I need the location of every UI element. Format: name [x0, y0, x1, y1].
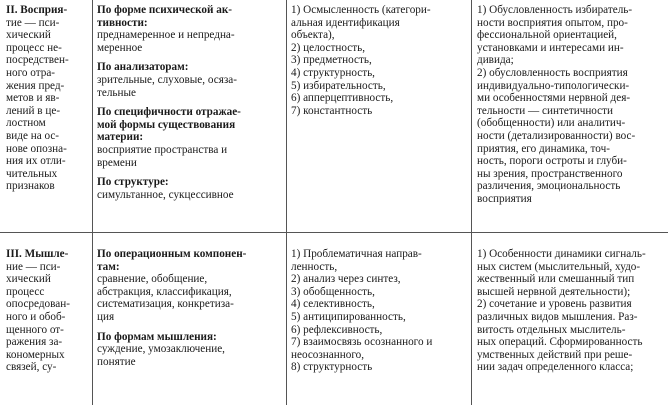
property-line: 5) антиципированность, [291, 310, 406, 323]
property-line: 3) предметность, [291, 54, 372, 67]
classification-heading: материи: [97, 131, 144, 144]
term-text-line: опосредован- [6, 298, 70, 311]
classification-heading: По форме психической ак- [97, 4, 233, 16]
classification-heading: По анализаторам: [97, 61, 189, 74]
property-line: 2) анализ через синтез, [291, 273, 401, 286]
classification-text: зрительные, слуховые, осяза- [97, 73, 237, 86]
feature-line: высшей нервной деятельности); [477, 285, 631, 298]
term-text-line: лостном [6, 117, 46, 130]
feature-line: ных систем (мыслительный, худо- [477, 260, 641, 273]
classification-section [97, 248, 282, 324]
term-text-line: виде на ос- [6, 129, 60, 142]
classification-heading: мой формы существования [97, 118, 236, 131]
term-text-line: связей, су- [6, 361, 57, 374]
row2-classification-cell [97, 248, 282, 375]
classification-text: симультанное, сукцессивное [97, 188, 234, 201]
feature-line: 2) обусловленность восприятия [477, 66, 628, 79]
row1-properties-cell [291, 4, 467, 117]
feature-line: ность, пороги остроты и глуби- [477, 155, 627, 168]
classification-heading: там: [97, 260, 120, 273]
feature-line: 2) сочетание и уровень развития [477, 298, 632, 311]
term-text-line: ние — пси- [6, 260, 61, 273]
term-text-line: жения пред- [6, 79, 65, 92]
feature-line: умственных действий при реше- [477, 348, 633, 361]
feature-line: фессиональной ориентацией, [477, 29, 617, 42]
classification-section [97, 61, 282, 99]
feature-line: индивидуально-типологически- [477, 79, 630, 92]
term-text-line: посредствен- [6, 54, 69, 67]
row1-classification-cell [97, 4, 282, 208]
property-line: неосознанного, [291, 348, 365, 361]
classification-text: систематизация, конкретиза- [97, 298, 234, 311]
term-text-line: чительных [6, 167, 58, 180]
classification-heading: тивности: [97, 16, 148, 29]
term-text-line: ного отра- [6, 66, 56, 79]
property-line: ленность, [291, 260, 338, 273]
term-text-line: кономерных [6, 348, 65, 361]
feature-line: восприятия [477, 192, 532, 205]
row1-term-cell [6, 4, 88, 193]
feature-line: дивида; [477, 54, 514, 67]
feature-line: приятия, его динамика, точ- [477, 142, 610, 155]
feature-line: жественный или смешанный тип [477, 273, 635, 286]
feature-line: установками и интересами ин- [477, 41, 624, 54]
feature-line: нии задач определенного класса; [477, 361, 634, 374]
classification-text: ция [97, 310, 115, 323]
classification-heading: По операционным компонен- [97, 248, 247, 260]
classification-text: преднамеренное и непредна- [97, 29, 235, 42]
feature-line: витость отдельных мыслитель- [477, 323, 626, 336]
classification-text: суждение, умозаключение, [97, 343, 225, 356]
term-text-line: щенного от- [6, 323, 64, 336]
property-line: 7) константность [291, 104, 373, 117]
term-text-line: нове опозна- [6, 142, 67, 155]
property-line: 8) структурность [291, 361, 373, 374]
classification-section [97, 4, 282, 54]
feature-line: ны зрения, пространственного [477, 167, 623, 180]
classification-text: абстракция, классификация, [97, 285, 232, 298]
row2-term-cell [6, 248, 88, 374]
term-title: III. Мышле- [6, 248, 69, 260]
feature-line: различных видов мышления. Раз- [477, 310, 638, 323]
row2-individual-features-cell [477, 248, 665, 374]
classification-text: восприятие пространства и [97, 143, 228, 156]
property-line: альная идентификация [291, 16, 400, 29]
feature-line: 1) Особенности динамики сигналь- [477, 248, 646, 260]
property-line: 1) Осмысленность (категори- [291, 4, 431, 16]
feature-line: (обобщенности) или аналитич- [477, 117, 626, 130]
property-line: 4) структурность, [291, 66, 375, 79]
term-text-line: лений в це- [6, 104, 61, 117]
property-line: 2) целостность, [291, 41, 365, 54]
classification-text: понятие [97, 355, 136, 368]
classification-heading: По структуре: [97, 176, 169, 189]
column-divider [92, 0, 93, 405]
feature-line: ми особенностями нервной дея- [477, 92, 631, 105]
term-text-line: метов и яв- [6, 92, 60, 105]
property-line: объекта), [291, 29, 335, 42]
classification-section [97, 331, 282, 369]
feature-line: 1) Обусловленность избиратель- [477, 4, 633, 16]
row-divider [0, 232, 668, 233]
row1-individual-features-cell [477, 4, 665, 206]
feature-line: тельности — синтетичности [477, 104, 614, 117]
classification-heading: По специфичности отражае- [97, 106, 241, 119]
feature-line: ных операций. Сформированность [477, 336, 643, 349]
term-text-line: ния их отли- [6, 155, 66, 168]
classification-text: времени [97, 156, 137, 169]
term-text-line: признаков [6, 180, 55, 193]
term-text-line: хический [6, 273, 51, 286]
term-title: II. Восприя- [6, 4, 68, 16]
property-line: 6) апперцептивность, [291, 92, 394, 105]
term-text-line: ного и обоб- [6, 310, 66, 323]
property-line: 6) рефлексивность, [291, 323, 383, 336]
classification-section [97, 106, 282, 169]
row2-properties-cell [291, 248, 467, 374]
feature-line: ности восприятия опытом, про- [477, 16, 628, 29]
column-divider [286, 0, 287, 405]
classification-text: меренное [97, 41, 143, 54]
property-line: 4) селективность, [291, 298, 375, 311]
classification-text: тельные [97, 86, 137, 99]
classification-text: сравнение, обобщение, [97, 273, 208, 286]
property-line: 5) избирательность, [291, 79, 386, 92]
classification-heading: По формам мышления: [97, 330, 217, 343]
feature-line: ности (детализированности) вос- [477, 129, 636, 142]
classification-section [97, 176, 282, 201]
property-line: 1) Проблематичная направ- [291, 248, 422, 260]
term-text-line: тие — пси- [6, 16, 60, 29]
term-text-line: процесс не- [6, 41, 62, 54]
property-line: 3) обобщенность, [291, 285, 375, 298]
property-line: 7) взаимосвязь осознанного и [291, 336, 433, 349]
term-text-line: ражения за- [6, 336, 63, 349]
term-text-line: процесс [6, 285, 45, 298]
feature-line: различения, эмоциональность [477, 180, 621, 193]
column-divider [471, 0, 472, 405]
term-text-line: хический [6, 29, 51, 42]
